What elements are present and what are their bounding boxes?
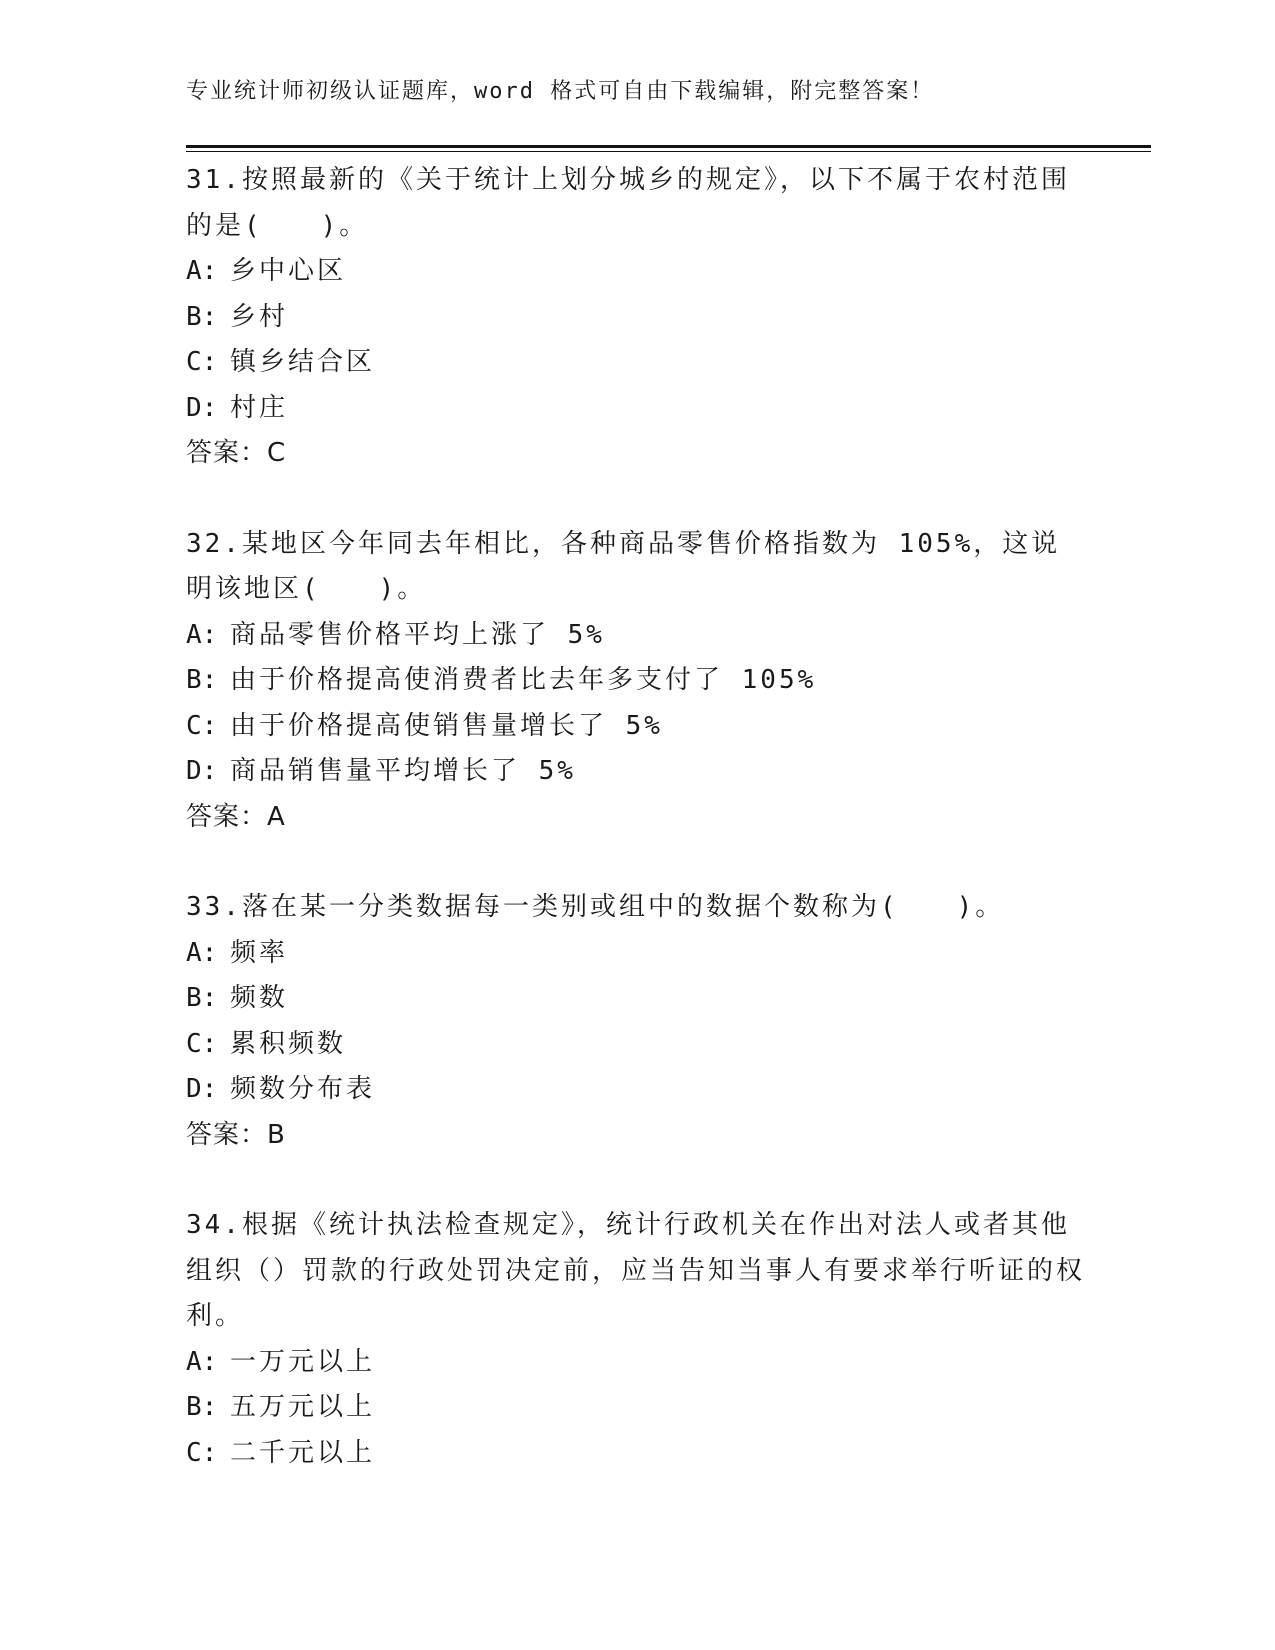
- option-text: 由于价格提高使消费者比去年多支付了 105%: [230, 665, 817, 695]
- option-label: C:: [186, 1028, 218, 1059]
- option-c: [186, 1431, 1086, 1477]
- option-text: 镇乡结合区: [230, 347, 376, 377]
- option-label: C:: [186, 347, 218, 377]
- option-b: [186, 658, 1086, 704]
- answer: 答案：B: [186, 1119, 286, 1150]
- option-label: D:: [186, 756, 218, 786]
- option-d: [186, 386, 1086, 432]
- option-label: C:: [186, 1437, 218, 1468]
- option-a: [186, 249, 1086, 295]
- option-text: 商品零售价格平均上涨了 5%: [230, 619, 605, 650]
- option-c: [186, 704, 1086, 750]
- header-rule-thick: [186, 145, 1151, 148]
- option-b: [186, 976, 1086, 1022]
- option-label: A:: [186, 619, 218, 650]
- option-text: 五万元以上: [230, 1392, 376, 1422]
- option-label: A:: [186, 256, 218, 286]
- option-text: 二千元以上: [230, 1437, 376, 1468]
- option-text: 频数分布表: [230, 1074, 376, 1104]
- option-text: 由于价格提高使销售量增长了 5%: [230, 710, 663, 741]
- question-list: [186, 158, 1086, 1521]
- option-a: [186, 931, 1086, 977]
- option-text: 村庄: [230, 392, 289, 423]
- option-label: D:: [186, 392, 218, 423]
- option-c: [186, 340, 1086, 386]
- option-c: [186, 1022, 1086, 1068]
- question-32: [186, 522, 1086, 841]
- option-text: 频数: [230, 983, 289, 1013]
- question-34: [186, 1203, 1086, 1476]
- option-text: 一万元以上: [230, 1346, 376, 1377]
- answer: 答案：C: [186, 438, 287, 468]
- option-text: 乡村: [230, 301, 289, 332]
- question-text: 33.落在某一分类数据每一类别或组中的数据个数称为( )。: [186, 892, 1005, 922]
- question-33: [186, 885, 1086, 1158]
- option-b: [186, 1385, 1086, 1431]
- option-label: B:: [186, 1392, 218, 1422]
- option-label: B:: [186, 983, 218, 1013]
- option-text: 商品销售量平均增长了 5%: [230, 756, 576, 786]
- option-d: [186, 1067, 1086, 1113]
- question-text: 31.按照最新的《关于统计上划分城乡的规定》，以下不属于农村范围的是( )。: [186, 165, 1070, 241]
- question-31: [186, 158, 1086, 477]
- option-text: 频率: [230, 937, 289, 968]
- option-a: [186, 613, 1086, 659]
- answer: 答案：A: [186, 801, 286, 832]
- option-text: 累积频数: [230, 1028, 347, 1059]
- question-text: 34.根据《统计执法检查规定》，统计行政机关在作出对法人或者其他组织（）罚款的行政处罚决定前，应当告知当事人有要求举行听证的权利。: [186, 1210, 1086, 1331]
- option-d: [186, 749, 1086, 795]
- option-b: [186, 295, 1086, 341]
- option-a: [186, 1340, 1086, 1386]
- page-header: 专业统计师初级认证题库，word 格式可自由下载编辑，附完整答案！: [186, 79, 935, 104]
- option-label: B:: [186, 301, 218, 332]
- option-label: C:: [186, 710, 218, 741]
- header-rule-thin: [186, 151, 1151, 152]
- option-label: D:: [186, 1074, 218, 1104]
- option-label: B:: [186, 665, 218, 695]
- option-label: A:: [186, 1346, 218, 1377]
- option-label: A:: [186, 937, 218, 968]
- option-text: 乡中心区: [230, 256, 347, 286]
- question-text: 32.某地区今年同去年相比，各种商品零售价格指数为 105%，这说明该地区( )。: [186, 528, 1061, 604]
